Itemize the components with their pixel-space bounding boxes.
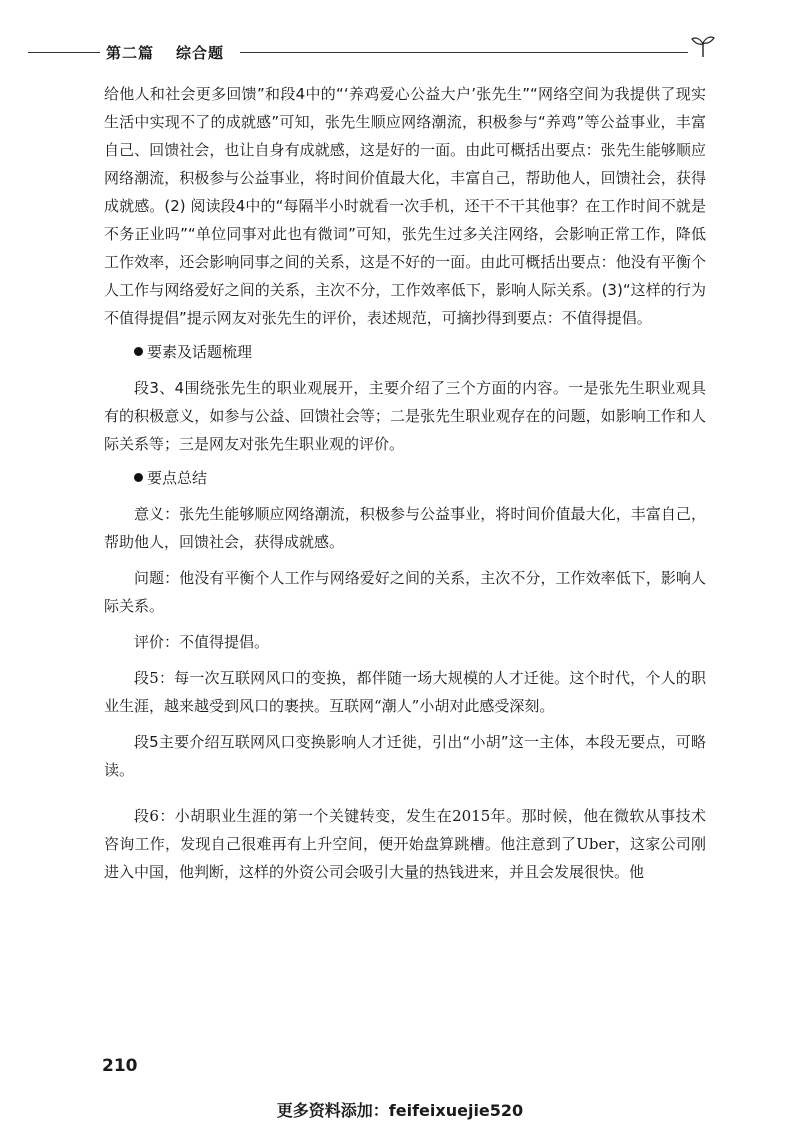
bullet-label: 要素及话题梳理: [147, 343, 253, 361]
page-header: [0, 0, 800, 70]
header-rule-left: [28, 52, 100, 53]
paragraph: 问题：他没有平衡个人工作与网络爱好之间的关系，主次不分，工作效率低下，影响人际关系。: [104, 569, 706, 615]
bullet-heading: [104, 338, 706, 366]
footer-note: 更多资料添加：feifeixuejie520: [276, 1101, 524, 1120]
paragraph: 意义：张先生能够顺应网络潮流，积极参与公益事业，将时间价值最大化，丰富自己，帮助他人，回馈社会，获得成就感。: [104, 505, 706, 551]
paragraph: 段3、4围绕张先生的职业观展开，主要介绍了三个方面的内容。一是张先生职业观具有的积极意义，如参与公益、回馈社会等；二是张先生职业观存在的问题，如影响工作和人际关系等；三是网友对张先生职业观的评价。: [104, 379, 706, 453]
bullet-icon: [134, 347, 143, 356]
paragraph: 评价：不值得提倡。: [134, 633, 270, 651]
sprout-icon: [690, 34, 716, 58]
part-title: 综合题: [176, 44, 225, 62]
paragraph: 段5主要介绍互联网风口变换影响人才迁徙，引出“小胡”这一主体，本段无要点，可略读。: [104, 733, 706, 779]
page-body: [104, 80, 706, 886]
bullet-icon: [134, 473, 143, 482]
section-title: [106, 42, 246, 63]
paragraph: 给他人和社会更多回馈”和段4中的“‘养鸡爱心公益大户’张先生”“网络空间为我提供了现实生活中实现不了的成就感”可知，张先生顺应网络潮流，积极参与“养鸡”等公益事业，丰富自己、回馈社会，也让自身有成就感，这是好的一面。由此可概括出要点：张先生能够顺应网络潮流，积极参与公益事业，将时间价值最大化，丰富自己，帮助他人，回馈社会，获得成就感。(2) 阅读段4中的“每隔半小时就看一次手机，还干不干其他事？在工作时间不就是不务正业吗”“单位同事对此也有微词”可知，张先生过多关注网络，会影响正常工作，降低工作效率，还会影响同事之间的关系，这是不好的一面。由此可概括出要点：他没有平衡个人工作与网络爱好之间的关系，主次不分，工作效率低下，影响人际关系。(3)“这样的行为不值得提倡”提示网友对张先生的评价，表述规范，可摘抄得到要点：不值得提倡。: [104, 85, 706, 327]
page-number: 210: [102, 1056, 138, 1076]
bullet-heading: [104, 464, 706, 492]
bullet-label: 要点总结: [147, 469, 208, 487]
part-label: 第二篇: [106, 44, 155, 62]
quoted-paragraph: 段5：每一次互联网风口的变换，都伴随一场大规模的人才迁徙。这个时代，个人的职业生涯，越来越受到风口的裹挟。互联网“潮人”小胡对此感受深刻。: [104, 669, 706, 715]
header-rule-right: [240, 52, 688, 53]
quoted-paragraph: 段6：小胡职业生涯的第一个关键转变，发生在2015年。那时候，他在微软从事技术咨询工作，发现自己很难再有上升空间，便开始盘算跳槽。他注意到了Uber，这家公司刚进入中国，他判断，这样的外资公司会吸引大量的热钱进来，并且会发展很快。他: [104, 807, 706, 881]
